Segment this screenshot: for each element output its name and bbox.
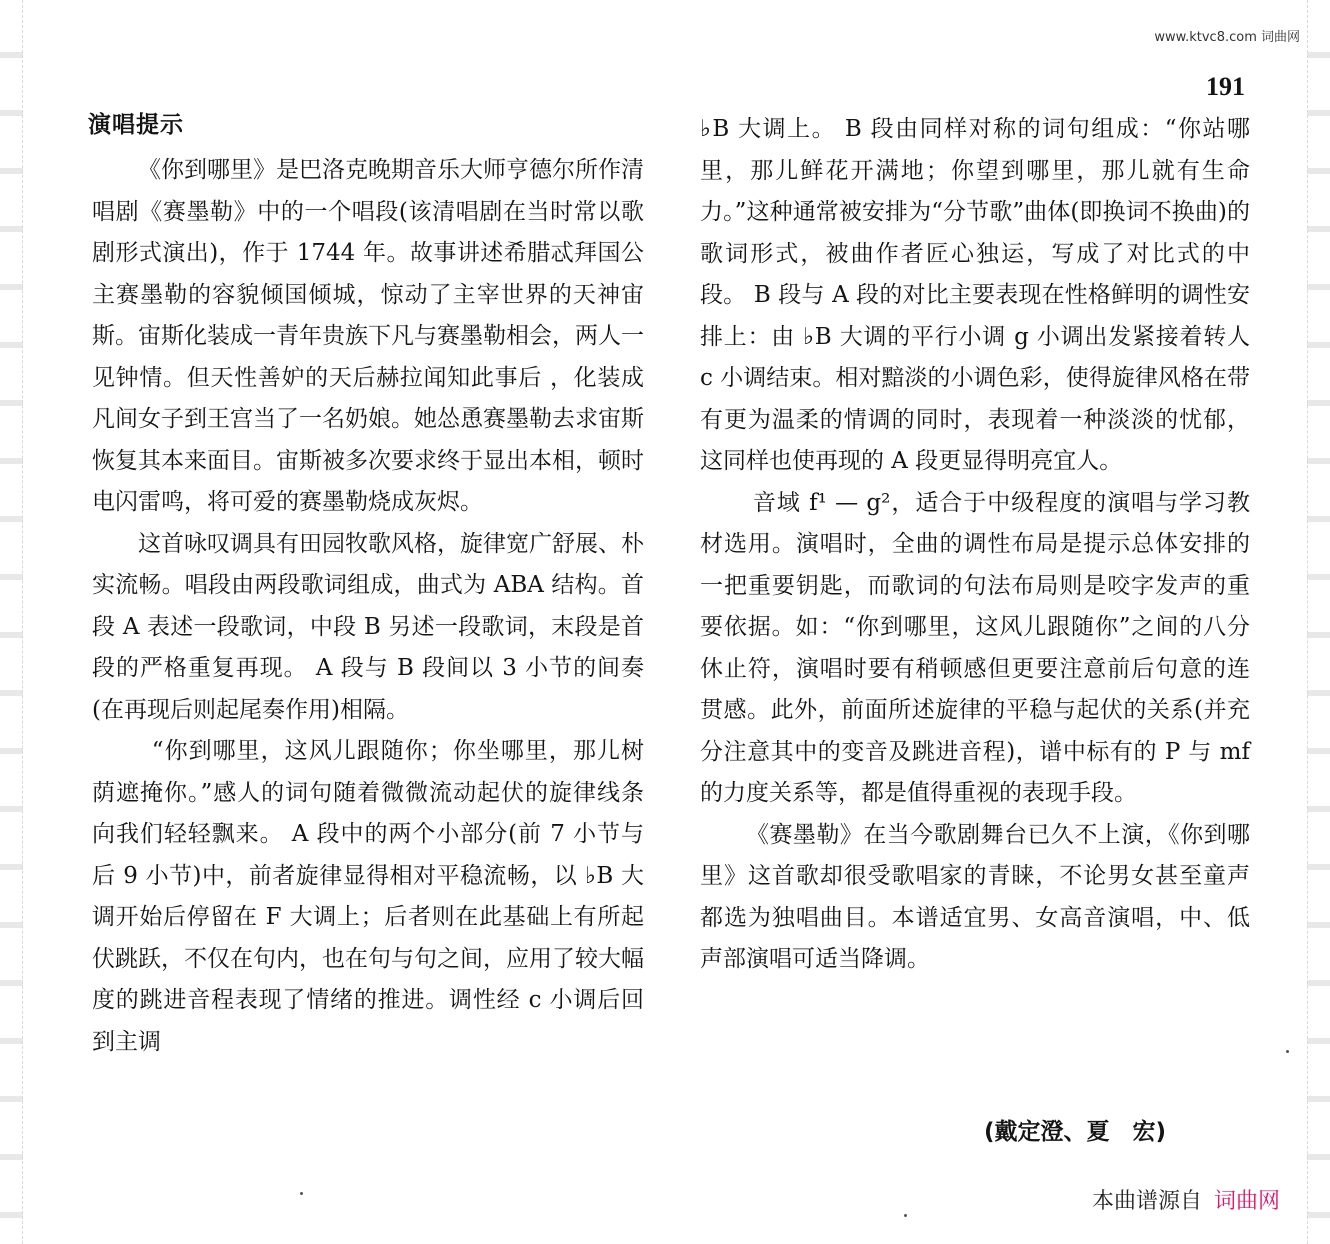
section-heading: 演唱提示 <box>88 112 184 138</box>
paragraph-story: 《你到哪里》是巴洛克晚期音乐大师亨德尔所作清唱剧《赛墨勒》中的一个唱段(该清唱剧在当时常以歌剧形式演出)，作于 1744 年。故事讲述希腊忒拜国公主赛墨勒的容貌倾国倾城，惊动了主宰世界的天神宙斯。宙斯化装成一青年贵族下凡与赛墨勒相会，两人一见钟情。但天性善妒的天后赫拉闻知此事后 ，化装成凡间女子到王宫当了一名奶娘。她怂恿赛墨勒去求宙斯恢复其本来面目。宙斯被多次要求终于显出本相，顿时电闪雷鸣，将可爱的赛墨勒烧成灰烬。 <box>92 157 644 515</box>
watermark-bottom <box>1092 1184 1280 1215</box>
paragraph-range: 音域 f¹ — g²，适合于中级程度的演唱与学习教材选用。演唱时，全曲的调性布局是提示总体安排的一把重要钥匙，而歌词的句法布局则是咬字发声的重要依据。如：“你到哪里，这风儿跟随你”之间的八分休止符，演唱时要有稍顿感但更要注意前后句意的连贯感。此外，前面所述旋律的平稳与起伏的关系(并充分注意其中的变音及跳进音程)，谱中标有的 P 与 mf 的力度关系等，都是值得重视的表现手段。 <box>700 489 1250 806</box>
speck-dot <box>300 1192 303 1195</box>
paragraph-lyrics: “你到哪里，这风儿跟随你；你坐哪里，那儿树荫遮掩你。”感人的词句随着微微流动起伏的旋律线条向我们轻轻飘来。 A 段中的两个小部分(前 7 小节与后 9 小节)中，前者旋律显得相对平稳流畅，以 ♭B 大调开始后停留在 F 大调上；后者则在此基础上有所起伏跳跃，不仅在句内，也在句与句之间，应用了较大幅度的跳进音程表现了情绪的推进。调性经 c 小调后回到主调 <box>92 738 644 1055</box>
watermark-brand: 词曲网 <box>1213 1189 1280 1214</box>
paragraph-form: 这首咏叹调具有田园牧歌风格，旋律宽广舒展、朴实流畅。唱段由两段歌词组成，曲式为 ABA 结构。首段 A 表述一段歌词，中段 B 另述一段歌词，末段是首段的严格重复再现。 A 段与 B 段间以 3 小节的间奏(在再现后则起尾奏作用)相隔。 <box>92 530 644 723</box>
paragraph-b-section: ♭B 大调上。 B 段由同样对称的词句组成：“你站哪里，那儿鲜花开满地；你望到哪里，那儿就有生命力。”这种通常被安排为“分节歌”曲体(即换词不换曲)的歌词形式，被曲作者匠心独运，写成了对比式的中段。 B 段与 A 段的对比主要表现在性格鲜明的调性安排上：由 ♭B 大调的平行小调 g 小调出发紧接着转人 c 小调结束。相对黯淡的小调色彩，使得旋律风格在带有更为温柔的情调的同时，表现着一种淡淡的忧郁，这同样也使再现的 A 段更显得明亮宜人。 <box>700 116 1250 474</box>
right-margin-watermark-strip <box>1307 0 1330 1244</box>
page-number: 191 <box>1206 72 1245 101</box>
right-column <box>700 109 1250 981</box>
watermark-bottom-label: 本曲谱源自 <box>1091 1189 1202 1214</box>
author-credit: (戴定澄、夏 宏) <box>984 1119 1167 1145</box>
speck-dot <box>1286 1050 1289 1053</box>
speck-dot <box>904 1214 907 1217</box>
watermark-top: www.ktvc8.com 词曲网 <box>1154 30 1300 45</box>
left-margin-watermark-strip <box>0 0 23 1244</box>
left-column <box>92 150 644 1063</box>
paragraph-stage: 《赛墨勒》在当今歌剧舞台已久不上演，《你到哪里》这首歌却很受歌唱家的青睐，不论男女甚至童声都选为独唱曲目。本谱适宜男、女高音演唱，中、低声部演唱可适当降调。 <box>700 821 1250 972</box>
